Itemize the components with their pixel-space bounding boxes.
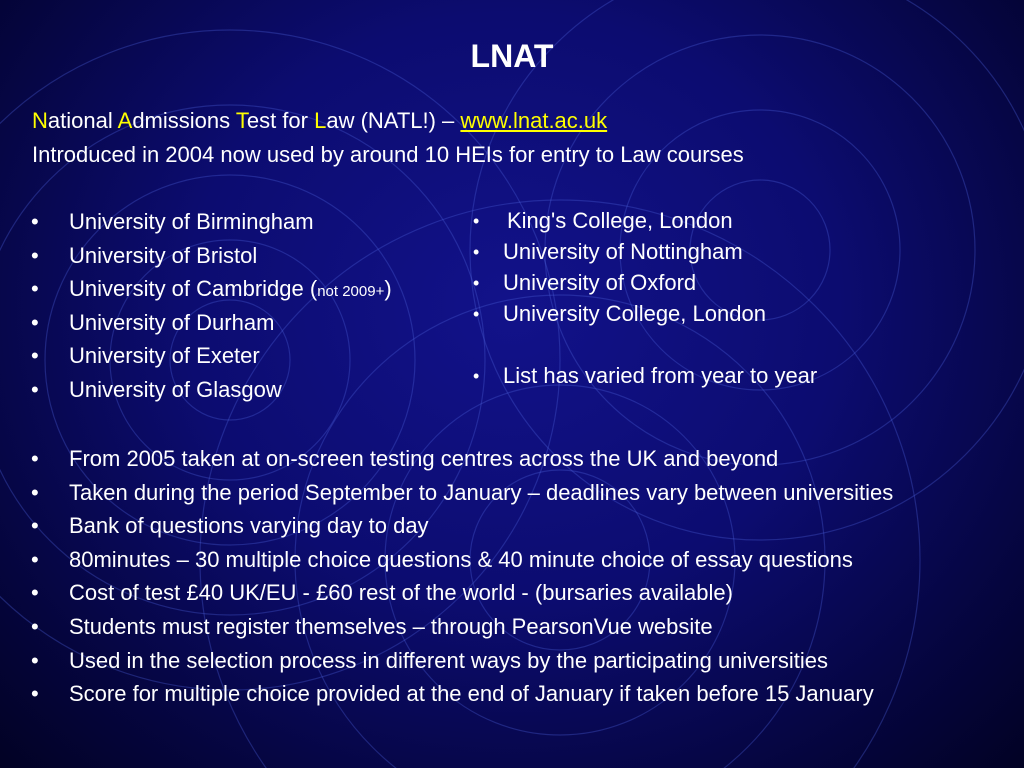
- list-item: • University of Oxford: [503, 269, 817, 300]
- initial-a: A: [117, 108, 133, 133]
- lnat-website-link[interactable]: www.lnat.ac.uk: [460, 108, 608, 133]
- list-item: • 80minutes – 30 multiple choice questions & 40 minute choice of essay questions: [69, 547, 1014, 573]
- word-national-rest: ational: [47, 108, 118, 133]
- list-item: • King's College, London: [503, 207, 817, 238]
- slide-title: LNAT: [470, 38, 554, 74]
- list-item: • From 2005 taken at on-screen testing centres across the UK and beyond: [69, 446, 1014, 472]
- university-list-right: [503, 207, 817, 393]
- list-item: • Taken during the period September to January – deadlines vary between universities: [69, 480, 1014, 506]
- list-item: • University of Bristol: [69, 242, 392, 276]
- list-item: • Students must register themselves – through PearsonVue website: [69, 614, 1014, 640]
- list-item: • University of Glasgow: [69, 376, 392, 410]
- initial-l: L: [314, 108, 327, 133]
- introduction-line: Introduced in 2004 now used by around 10 HEIs for entry to Law courses: [32, 142, 744, 167]
- initial-t: T: [235, 108, 247, 133]
- list-item: • University of Nottingham: [503, 238, 817, 269]
- word-law-rest: aw (NATL!) –: [326, 108, 461, 133]
- list-item: • Score for multiple choice provided at the end of January if taken before 15 January: [69, 681, 1014, 707]
- word-test-rest: est for: [246, 108, 315, 133]
- cambridge-label: University of Cambridge (: [69, 276, 318, 302]
- list-item: [69, 275, 392, 309]
- cambridge-close: ): [384, 276, 392, 302]
- list-item: • Cost of test £40 UK/EU - £60 rest of the world - (bursaries available): [69, 580, 1014, 606]
- full-name-line: [32, 108, 607, 134]
- list-item: • University College, London: [503, 300, 817, 331]
- initial-n: N: [32, 108, 48, 133]
- list-item: • Used in the selection process in different ways by the participating universities: [69, 648, 1014, 674]
- university-list-left: [69, 208, 392, 410]
- list-item: • University of Exeter: [69, 342, 392, 376]
- list-item: • Bank of questions varying day to day: [69, 513, 1014, 539]
- cambridge-note: not 2009+: [317, 283, 385, 301]
- list-item: • University of Birmingham: [69, 208, 392, 242]
- list-note: • List has varied from year to year: [503, 362, 817, 393]
- details-list: [69, 446, 1014, 715]
- list-item: • University of Durham: [69, 309, 392, 343]
- word-admissions-rest: dmissions: [132, 108, 236, 133]
